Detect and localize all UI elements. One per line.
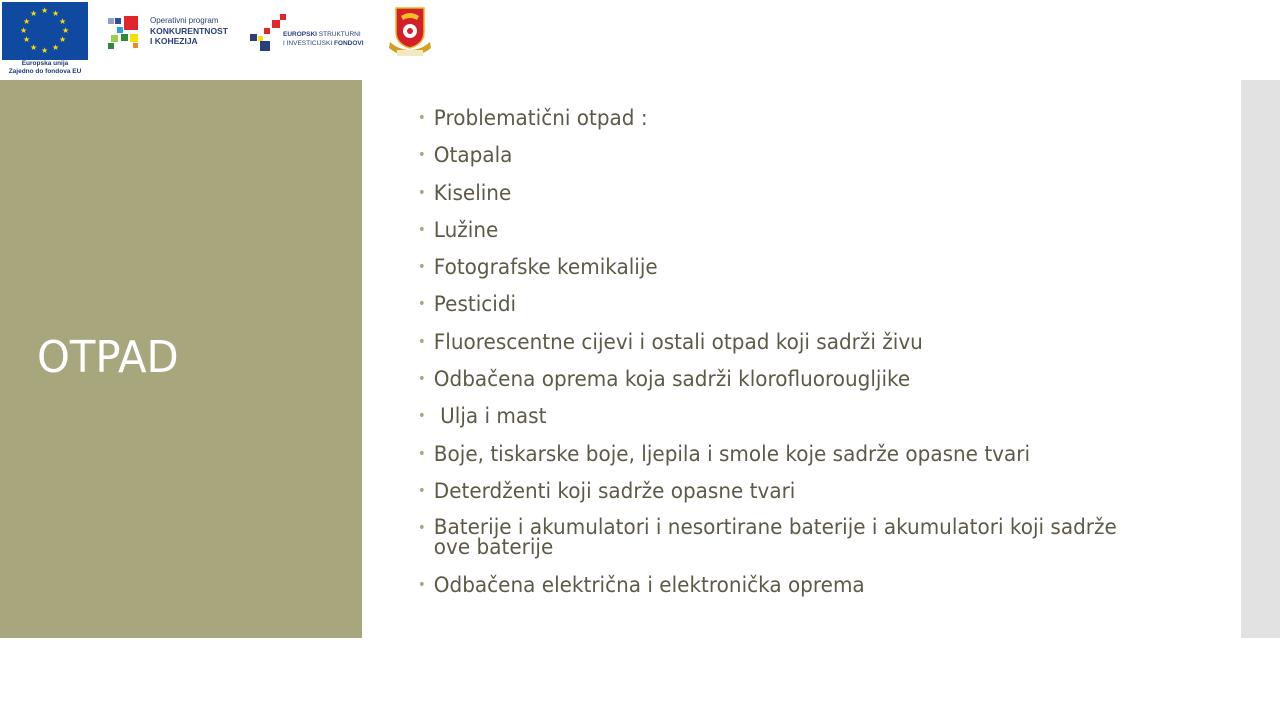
slide-title: OTPAD <box>37 332 179 383</box>
bullet-text: Ulja i mast <box>433 404 547 430</box>
list-item <box>418 143 1106 169</box>
list-item <box>418 572 1106 598</box>
list-item <box>418 292 1106 318</box>
bullet-text: Odbačena električna i elektronička oprema <box>433 572 865 598</box>
bullet-text: Problematični otpad : <box>433 106 648 131</box>
bullet-text: Fluorescentne cijevi i ostali otpad koji sadrži živu <box>433 329 923 355</box>
bullet-icon: • <box>418 520 426 537</box>
bullet-icon: • <box>418 221 426 238</box>
esi-line2-rest: I INVESTICIJSKI <box>283 40 334 47</box>
bullet-icon: • <box>418 147 426 164</box>
bullet-icon: • <box>418 408 426 425</box>
bullet-text: Lužine <box>433 217 499 243</box>
bullet-text: Kiseline <box>433 180 512 206</box>
list-item <box>418 441 1106 467</box>
bullet-text: Baterije i akumulatori i nesortirane baterije i akumulatori koji sadrže ove baterije <box>433 515 1117 561</box>
bullet-icon: • <box>418 576 426 593</box>
bullet-icon: • <box>418 371 426 388</box>
bullet-text: Fotografske kemikalije <box>433 255 658 281</box>
op-line1: Operativni program <box>150 16 219 25</box>
eu-caption-line2: Zajedno do fondova EU <box>8 68 82 75</box>
bullet-text: Deterdženti koji sadrže opasne tvari <box>433 478 796 504</box>
list-item <box>418 367 1106 393</box>
op-line3: I KOHEZIJA <box>150 36 198 46</box>
list-item <box>418 478 1106 504</box>
operational-programme-logo <box>108 14 228 54</box>
bullet-icon: • <box>418 482 426 499</box>
grad-slunj-crest-icon <box>387 6 433 58</box>
bullet-icon: • <box>418 110 426 126</box>
list-item <box>418 108 1106 129</box>
list-item <box>418 180 1106 206</box>
bullet-icon: • <box>418 296 426 313</box>
bullet-text: Boje, tiskarske boje, ljepila i smole koje sadrže opasne tvari <box>433 441 1031 467</box>
esi-logo-text <box>283 30 364 48</box>
eu-flag-logo: ★ ★ ★ ★ ★ ★ ★ ★ ★ ★ ★ ★ <box>2 2 88 60</box>
op-logo-text <box>150 16 228 46</box>
list-item <box>418 329 1106 355</box>
esi-line1-rest: STRUKTURNI <box>316 31 361 38</box>
eu-caption-line1: Europska unija <box>21 60 69 67</box>
list-item <box>418 404 1106 430</box>
logo-bar <box>0 0 440 80</box>
bullet-icon: • <box>418 333 426 350</box>
bullet-text: Odbačena oprema koja sadrži klorofluorougljike <box>433 367 911 393</box>
esi-line1-bold: EUROPSKI <box>283 31 317 38</box>
slide-content <box>418 108 1158 612</box>
bullet-icon: • <box>418 445 426 462</box>
bullet-text: Otapala <box>433 143 513 169</box>
bullet-icon: • <box>418 259 426 276</box>
list-item <box>418 217 1106 243</box>
bullet-text: Pesticidi <box>433 292 517 318</box>
esi-line2-bold: FONDOVI <box>333 40 364 47</box>
bullet-icon: • <box>418 184 426 201</box>
list-item <box>418 255 1106 281</box>
bullet-list <box>418 108 1158 596</box>
op-line2: KONKURENTNOST <box>150 26 228 36</box>
right-decorative-strip <box>1241 80 1280 638</box>
eu-caption <box>0 60 90 76</box>
list-item <box>418 515 1150 561</box>
esi-funds-logo <box>248 12 368 56</box>
